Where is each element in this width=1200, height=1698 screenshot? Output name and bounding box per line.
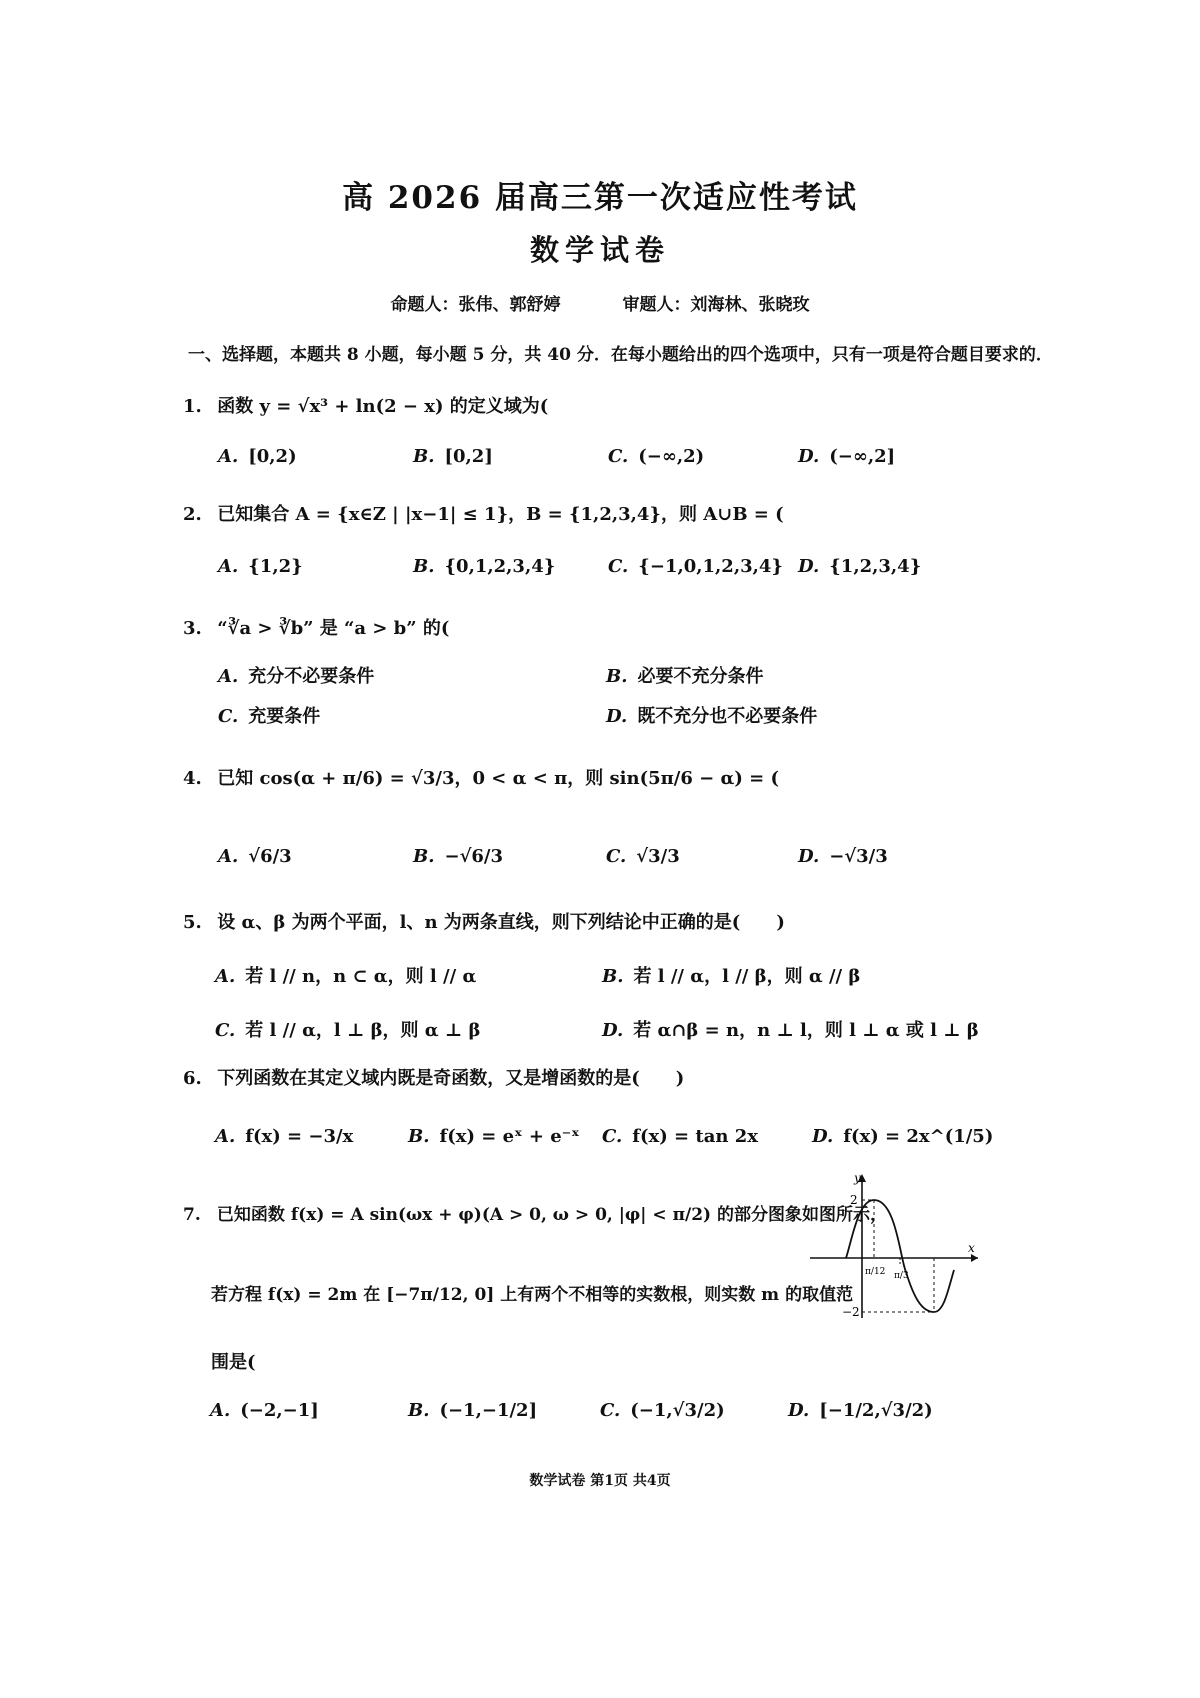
question-number: 4. [183,768,202,789]
q2-option-c: C. {−1,0,1,2,3,4} [608,556,783,577]
x-tick-pi-12: π/12 [865,1267,886,1277]
question-stem: 已知集合 A = {x∈Z | |x−1| ≤ 1}，B = {1,2,3,4}，则 A∪B = ( [217,504,784,525]
q4-option-c: C. √3/3 [606,846,680,867]
x-tick-pi-3: π/3 [894,1271,909,1281]
page-footer: 数学试卷 第1页 共4页 [529,1473,671,1489]
question-stem: 函数 y = √x³ + ln(2 − x) 的定义域为( [217,396,549,417]
question-2 [183,500,784,526]
sine-graph-figure [810,1170,980,1320]
question-7-line-3: 围是( [211,1352,256,1373]
q1-option-a: A. [0,2) [218,446,297,467]
question-number: 3. [183,618,202,639]
q6-option-c: C. f(x) = tan 2x [602,1126,758,1147]
y-max-label: 2 [850,1193,858,1207]
q4-option-a: A. √6/3 [218,846,292,867]
exam-subtitle: 数学试卷 [529,233,670,267]
y-axis-label: y [854,1171,861,1185]
question-stem: 下列函数在其定义域内既是奇函数，又是增函数的是( ) [217,1068,685,1089]
y-min-label: −2 [842,1305,860,1319]
q2-option-d: D. {1,2,3,4} [798,556,922,577]
q3-option-b: B. 必要不充分条件 [606,666,764,687]
q2-option-a: A. {1,2} [218,556,303,577]
q1-option-d: D. (−∞,2] [798,446,896,467]
question-stem: 设 α、β 为两个平面，l、n 为两条直线，则下列结论中正确的是( ) [217,912,785,933]
question-6 [183,1064,684,1090]
authors-line [0,290,1200,315]
q6-option-b: B. f(x) = eˣ + e⁻ˣ [408,1126,580,1147]
question-stem: 已知 cos(α + π/6) = √3/3，0 < α < π，则 sin(5π/6 − α) = ( [217,768,780,789]
question-7 [183,1200,887,1225]
q4-option-d: D. −√3/3 [798,846,888,867]
q5-option-a: A. 若 l // n，n ⊂ α，则 l // α [215,966,477,987]
x-axis-label: x [968,1241,975,1255]
q5-option-d: D. 若 α∩β = n，n ⊥ l，则 l ⊥ α 或 l ⊥ β [602,1020,979,1041]
question-stem: “∛a > ∛b” 是 “a > b” 的( [217,618,450,639]
q1-option-c: C. (−∞,2) [608,446,705,467]
q1-option-b: B. [0,2] [413,446,493,467]
exam-title: 高 2026 届高三第一次适应性考试 [342,180,858,216]
question-1 [183,392,548,418]
q5-option-b: B. 若 l // α，l // β，则 α // β [602,966,861,987]
q6-option-a: A. f(x) = −3/x [215,1126,354,1147]
reviewers: 审题人：刘海林、张晓玫 [622,295,810,315]
q3-option-d: D. 既不充分也不必要条件 [606,706,818,727]
question-stem: 已知函数 f(x) = A sin(ωx + φ)(A > 0, ω > 0, |φ| < π/2) 的部分图象如图所示， [216,1205,888,1225]
q7-option-b: B. (−1,−1/2] [408,1400,538,1421]
question-number: 2. [183,504,202,525]
q5-option-c: C. 若 l // α，l ⊥ β，则 α ⊥ β [215,1020,481,1041]
question-3 [183,614,449,640]
question-number: 1. [183,396,202,417]
question-5 [183,908,785,934]
question-number: 6. [183,1068,202,1089]
q3-option-a: A. 充分不必要条件 [218,666,375,687]
x-axis-arrow [971,1254,978,1262]
question-4 [183,764,779,790]
section-heading: 一、选择题，本题共 8 小题，每小题 5 分，共 40 分．在每小题给出的四个选项中，只有一项是符合题目要求的． [188,345,1053,365]
q2-option-b: B. {0,1,2,3,4} [413,556,556,577]
q3-option-c: C. 充要条件 [218,706,321,727]
q7-option-d: D. [−1/2,√3/2) [788,1400,933,1421]
question-7-line-2: 若方程 f(x) = 2m 在 [−7π/12, 0] 上有两个不相等的实数根，则实数 m 的取值范 [211,1285,854,1305]
q7-option-c: C. (−1,√3/2) [600,1400,725,1421]
q7-option-a: A. (−2,−1] [210,1400,319,1421]
setters: 命题人：张伟、郭舒婷 [390,295,561,315]
question-number: 5. [183,912,202,933]
q4-option-b: B. −√6/3 [413,846,504,867]
q6-option-d: D. f(x) = 2x^(1/5) [812,1126,994,1147]
question-number: 7. [183,1205,201,1225]
